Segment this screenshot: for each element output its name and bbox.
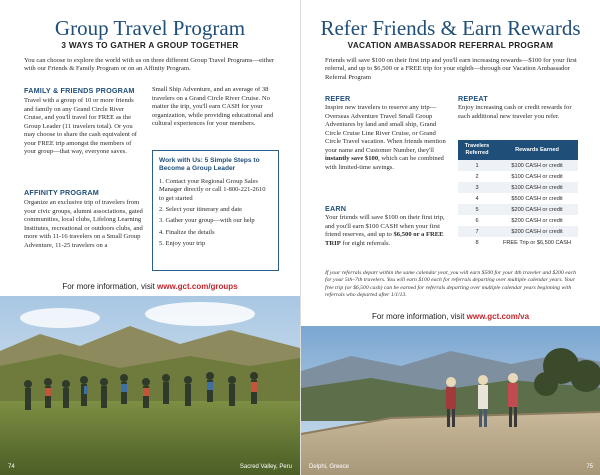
table-cell: $100 CASH or credit: [496, 171, 578, 182]
page-subtitle: 3 WAYS TO GATHER A GROUP TOGETHER: [61, 41, 239, 50]
table-cell: 4: [458, 193, 496, 204]
step-item: 5. Enjoy your trip: [159, 240, 206, 248]
steps-heading: Work with Us: 5 Simple Steps to Become a Group Leader: [159, 157, 260, 173]
table-row: [458, 160, 578, 171]
table-row: [458, 182, 578, 193]
more-info-line: [301, 312, 600, 321]
table-cell: 6: [458, 215, 496, 226]
more-info-prefix: For more information, visit: [371, 312, 465, 321]
photo-caption: Sacred Valley, Peru: [239, 464, 292, 470]
travelers-jumping-illustration: [0, 296, 300, 475]
more-info-prefix: For more information, visit: [62, 282, 155, 291]
delphi-photo: [301, 326, 600, 475]
page-title: Refer Friends & Earn Rewards: [320, 16, 581, 40]
groups-link[interactable]: www.gct.com/groups: [157, 282, 238, 291]
affinity-text-continued: Small Ship Adventure, and an average of 38 travelers on a Grand Circle River Cruise. No matter the trip, you'll earn CASH for your organization, while providing educational and cultural experiences for your members.: [152, 86, 274, 127]
refer-text: [325, 104, 447, 172]
table-cell: 8: [458, 237, 496, 248]
table-cell: $200 CASH or credit: [496, 204, 578, 215]
table-row: [458, 193, 578, 204]
page-number: 74: [8, 464, 15, 470]
page-subtitle: VACATION AMBASSADOR REFERRAL PROGRAM: [347, 41, 554, 50]
affinity-heading: AFFINITY PROGRAM: [24, 188, 99, 197]
photo-caption: Delphi, Greece: [309, 464, 350, 470]
more-info-line: [0, 282, 300, 291]
table-cell: $100 CASH or credit: [496, 160, 578, 171]
table-cell: 5: [458, 204, 496, 215]
table-header-rewards: Rewards Earned: [496, 140, 578, 160]
table-cell: 3: [458, 182, 496, 193]
table-header-travelers: Travelers Referred: [458, 140, 496, 160]
va-link[interactable]: www.gct.com/va: [466, 312, 530, 321]
refer-bold: instantly save $100: [325, 155, 379, 162]
table-cell: $500 CASH or credit: [496, 193, 578, 204]
step-item: 1. Contact your Regional Group Sales Manager directly or call 1-800-221-2610 to get started: [159, 177, 266, 202]
step-item: 4. Finalize the details: [159, 228, 215, 236]
intro-text: Friends will save $100 on their first trip and you'll earn increasing rewards—$100 for your first referral, and up to $6,500 or a FREE trip for your eighth—through our Vacation Ambassador Referral Program: [325, 57, 577, 81]
refer-body: Inspire new travelers to reserve any trip—Overseas Adventure Travel Small Group Adventures by land and small ship, Grand Circle Cruise Line River Cruise, or Grand Circle Travel vacation. When friends mention your name and Customer Number, they'll: [325, 104, 446, 154]
earn-end: for eight referrals.: [342, 239, 391, 247]
steps-box: [152, 150, 279, 271]
table-row: [458, 226, 578, 237]
table-cell: $100 CASH or credit: [496, 182, 578, 193]
table-row: [458, 237, 578, 248]
earn-body: Your friends will save $100 on their first trip, and you'll earn $100 CASH when your first friend reserves, and up to: [325, 214, 445, 238]
page-number: 75: [586, 464, 593, 470]
repeat-text: Enjoy increasing cash or credit rewards for each additional new traveler you refer.: [458, 104, 572, 120]
earn-text: [325, 214, 447, 248]
steps-list: [159, 178, 272, 249]
table-cell: $200 CASH or credit: [496, 215, 578, 226]
earn-bold: $6,500 or a FREE TRIP: [325, 231, 444, 247]
hikers-illustration: [301, 326, 600, 475]
table-cell: 2: [458, 171, 496, 182]
family-friends-text: Travel with a group of 10 or more friends and family on any Grand Circle River Cruise, and you'll travel for FREE as the Group Leader (11 travelers total). Or you may choose to share the cash equivalent of your FREE trip amongst the members of your group—that way, everyone saves.: [24, 97, 137, 155]
step-item: 3. Gather your group—with our help: [159, 217, 255, 225]
table-cell: 1: [458, 160, 496, 171]
table-cell: FREE Trip or $6,500 CASH: [496, 237, 578, 248]
rewards-table: [458, 140, 578, 248]
page-title: Group Travel Program: [54, 16, 246, 40]
family-friends-heading: FAMILY & FRIENDS PROGRAM: [24, 86, 135, 95]
table-row: [458, 215, 578, 226]
intro-text: You can choose to explore the world with us on three different Group Travel Programs—either with our Friends & Family Program or on an Affinity Program.: [24, 57, 275, 73]
table-row: [458, 204, 578, 215]
table-cell: 7: [458, 226, 496, 237]
fine-print: If your referrals depart within the same calendar year, you will earn $500 for your 4th traveler and $200 each for your 5th–7th travelers. You will earn $100 each for referrals departing over multiple calendar years. Your free trip (or $6,500 cash) can be earned for referrals departing over multiple calendar years beginning with referrals who departed after 1/1/13.: [325, 270, 576, 299]
sacred-valley-photo: [0, 296, 300, 475]
affinity-text: Organize an exclusive trip of travelers from your civic groups, alumni associations, gated communities, local clubs, Lifelong Learning Institutes, recreational or outdoors clubs, and more with 11-16 travelers on a Small Group Adventure, 11-25 travelers on a: [24, 199, 143, 249]
table-cell: $200 CASH or credit: [496, 226, 578, 237]
right-page: [300, 0, 600, 475]
table-row: [458, 171, 578, 182]
refer-heading: REFER: [325, 94, 351, 103]
step-item: 2. Select your itinerary and date: [159, 206, 243, 214]
earn-heading: EARN: [325, 204, 347, 213]
refer-end: , which can be combined with limited-time savings.: [325, 155, 444, 171]
repeat-heading: REPEAT: [458, 94, 488, 103]
